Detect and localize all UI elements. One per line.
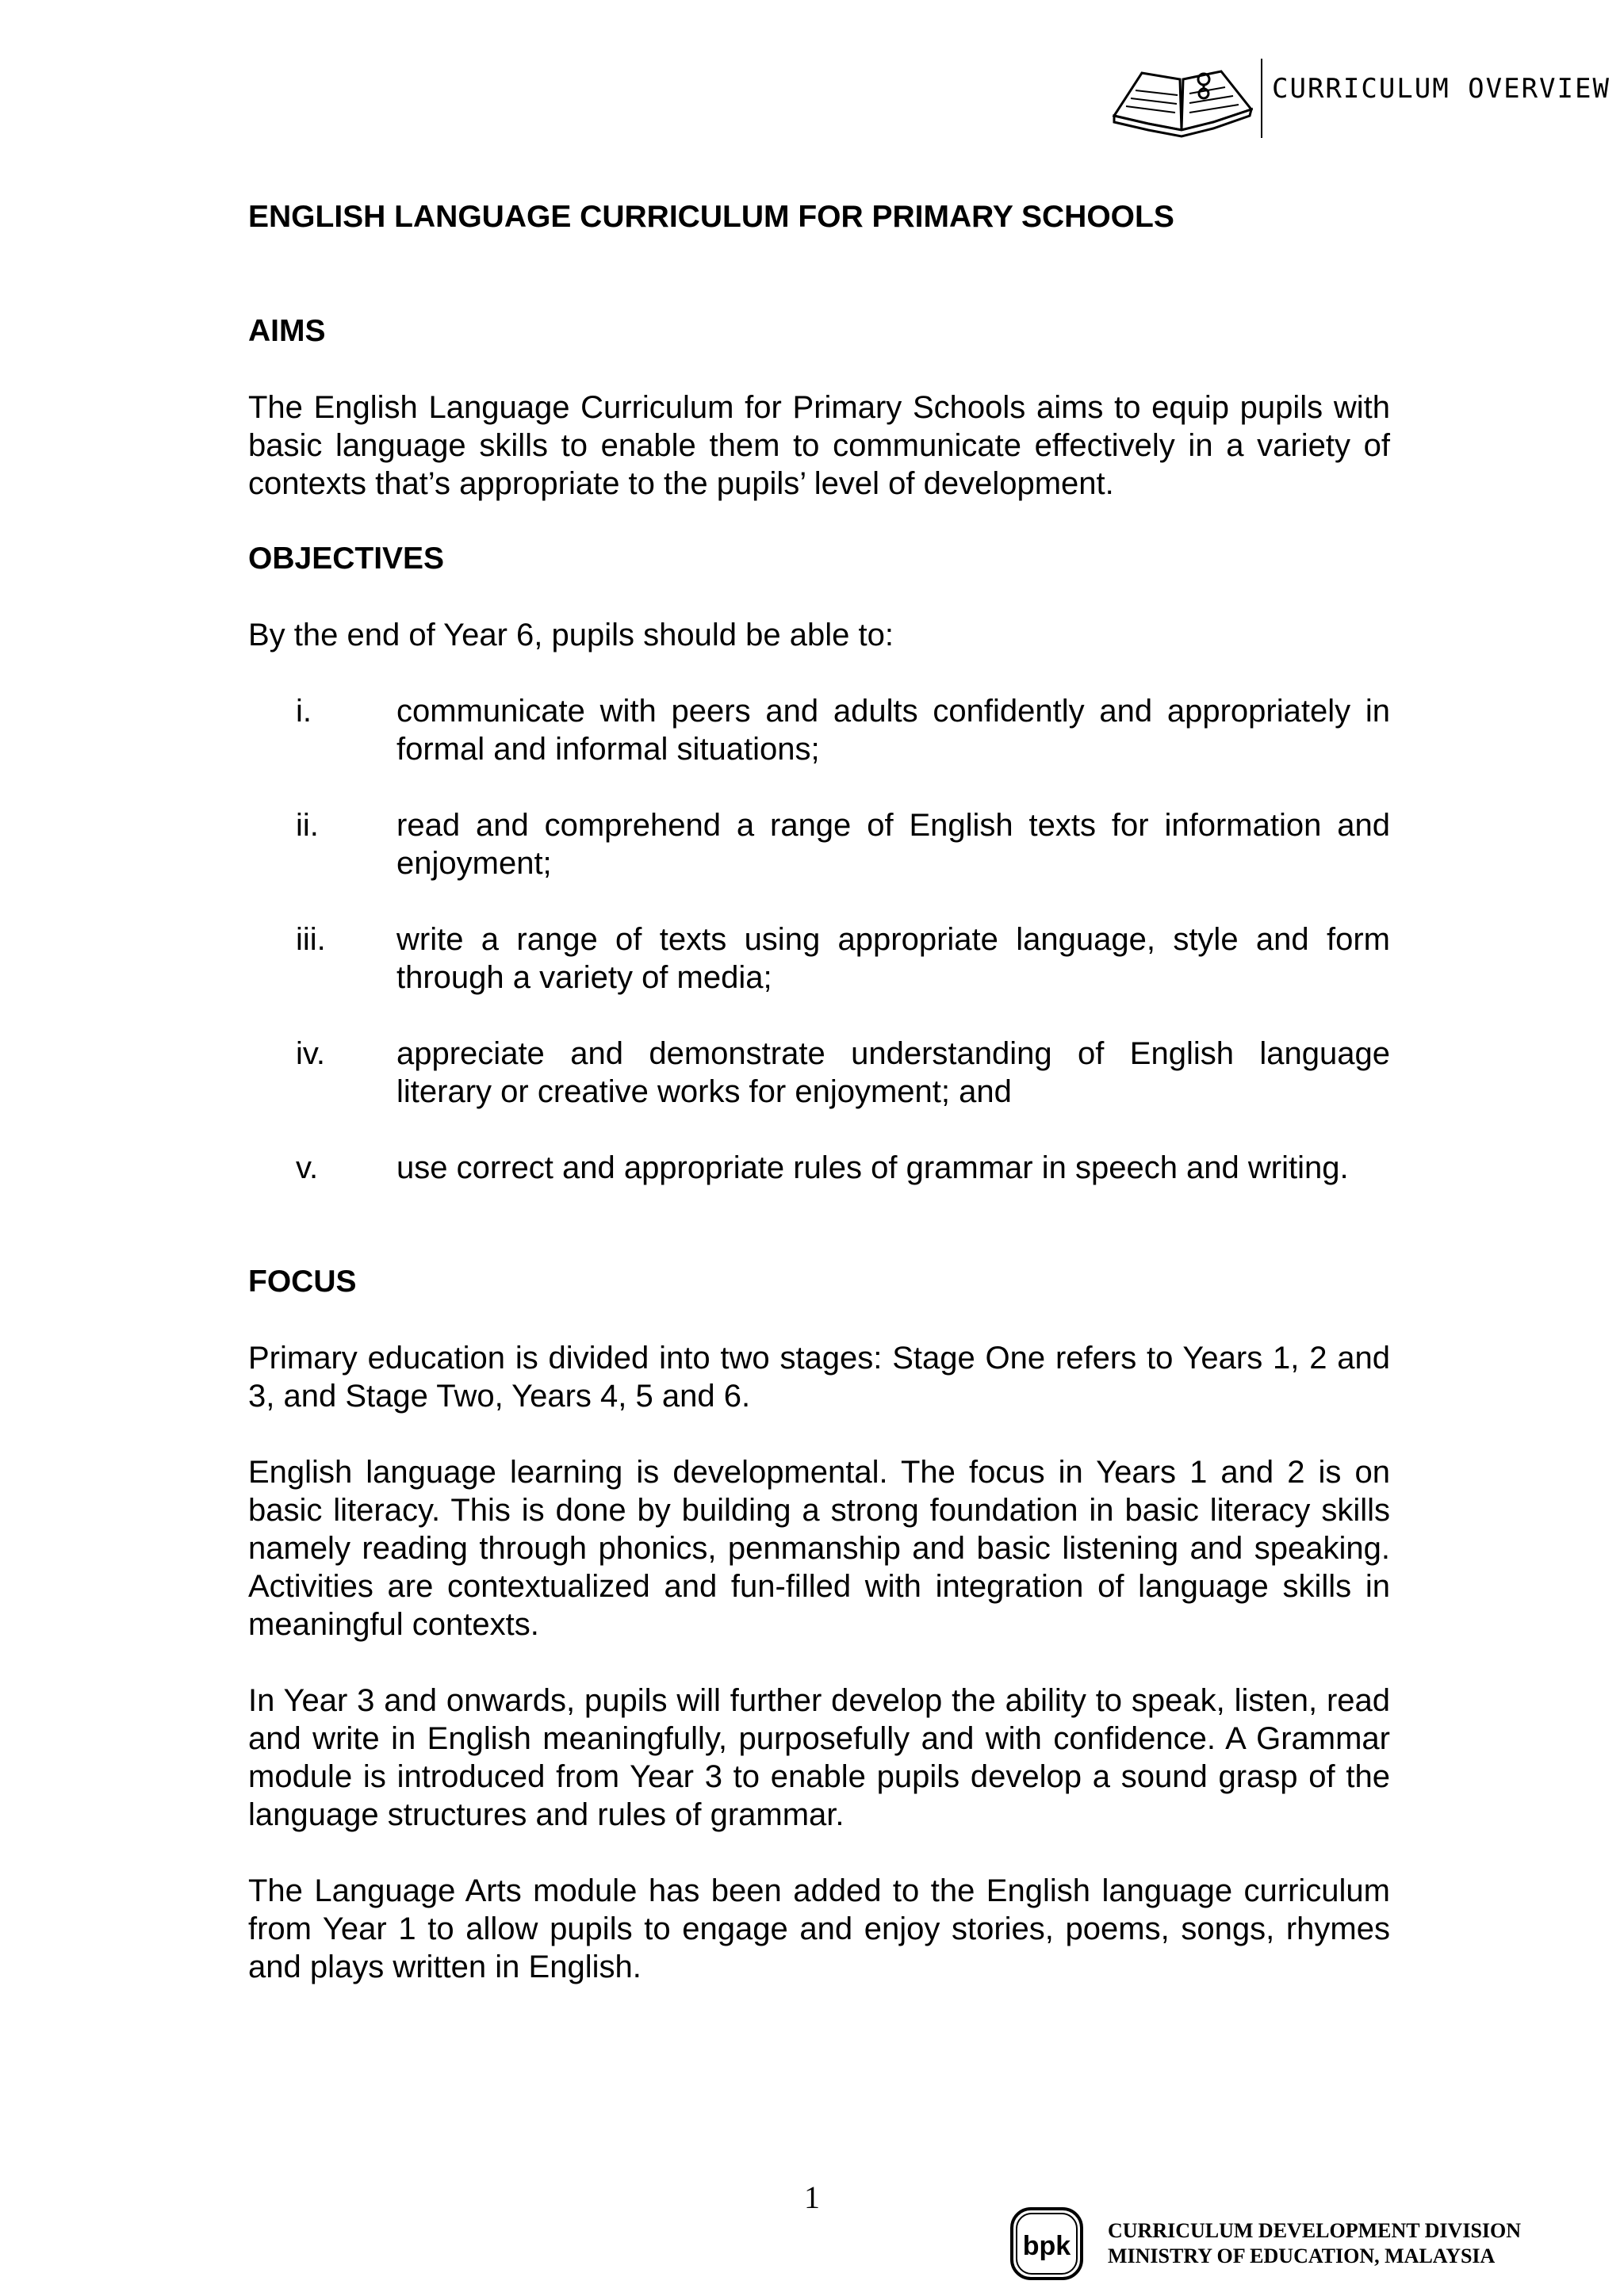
header-section-label: CURRICULUM OVERVIEW — [1272, 73, 1611, 105]
focus-paragraph: Primary education is divided into two stages: Stage One refers to Years 1, 2 and 3, and Stage Two, Years 4, 5 and 6. — [248, 1341, 1390, 1414]
objective-number: ii. — [296, 808, 319, 843]
objective-text: communicate with peers and adults confidently and appropriately in formal and informal situations; — [396, 694, 1390, 767]
page-number: 1 — [804, 2179, 820, 2215]
footer-ministry: MINISTRY OF EDUCATION, MALAYSIA — [1108, 2244, 1496, 2267]
objective-number: i. — [296, 694, 312, 729]
objective-text: appreciate and demonstrate understanding of English language literary or creative works for enjoyment; and — [396, 1036, 1390, 1109]
focus-paragraph: English language learning is developmental. The focus in Years 1 and 2 is on basic literacy. This is done by building a strong foundation in basic literacy skills namely reading through phonics, penmanship and basic listening and speaking. Activities are contextualized and fun-filled with integration of language skills in meaningful contexts. — [248, 1455, 1390, 1642]
objective-text: use correct and appropriate rules of grammar in speech and writing. — [396, 1150, 1349, 1185]
header-divider — [1261, 59, 1262, 138]
objective-number: iv. — [296, 1036, 326, 1071]
objective-text: read and comprehend a range of English texts for information and enjoyment; — [396, 808, 1390, 881]
objective-number: iii. — [296, 922, 326, 957]
footer-division: CURRICULUM DEVELOPMENT DIVISION — [1108, 2219, 1522, 2242]
bpk-logo-icon — [1009, 2206, 1085, 2282]
focus-paragraph: The Language Arts module has been added to the English language curriculum from Year 1 to allow pupils to engage and enjoy stories, poems, songs, rhymes and plays written in English. — [248, 1873, 1390, 1984]
objectives-intro: By the end of Year 6, pupils should be able to: — [248, 618, 894, 652]
document-title: ENGLISH LANGUAGE CURRICULUM FOR PRIMARY SCHOOLS — [248, 200, 1174, 234]
svg-text:bpk: bpk — [1022, 2231, 1071, 2261]
aims-paragraph: The English Language Curriculum for Primary Schools aims to equip pupils with basic language skills to enable them to communicate effectively in a variety of contexts that’s appropriate to the pupils’ level of development. — [248, 390, 1390, 501]
objective-number: v. — [296, 1150, 319, 1185]
objective-text: write a range of texts using appropriate language, style and form through a variety of media; — [396, 922, 1390, 995]
aims-heading: AIMS — [248, 314, 326, 348]
focus-paragraph: In Year 3 and onwards, pupils will further develop the ability to speak, listen, read and write in English meaningfully, purposefully and with confidence. A Grammar module is introduced from Year 3 to enable pupils develop a sound grasp of the language structures and rules of grammar. — [248, 1683, 1390, 1832]
page-header — [1110, 55, 1611, 138]
page-footer — [1009, 2206, 1580, 2285]
objectives-heading: OBJECTIVES — [248, 541, 445, 576]
open-book-icon — [1110, 67, 1253, 138]
focus-heading: FOCUS — [248, 1265, 357, 1299]
footer-organization — [1108, 2218, 1521, 2269]
